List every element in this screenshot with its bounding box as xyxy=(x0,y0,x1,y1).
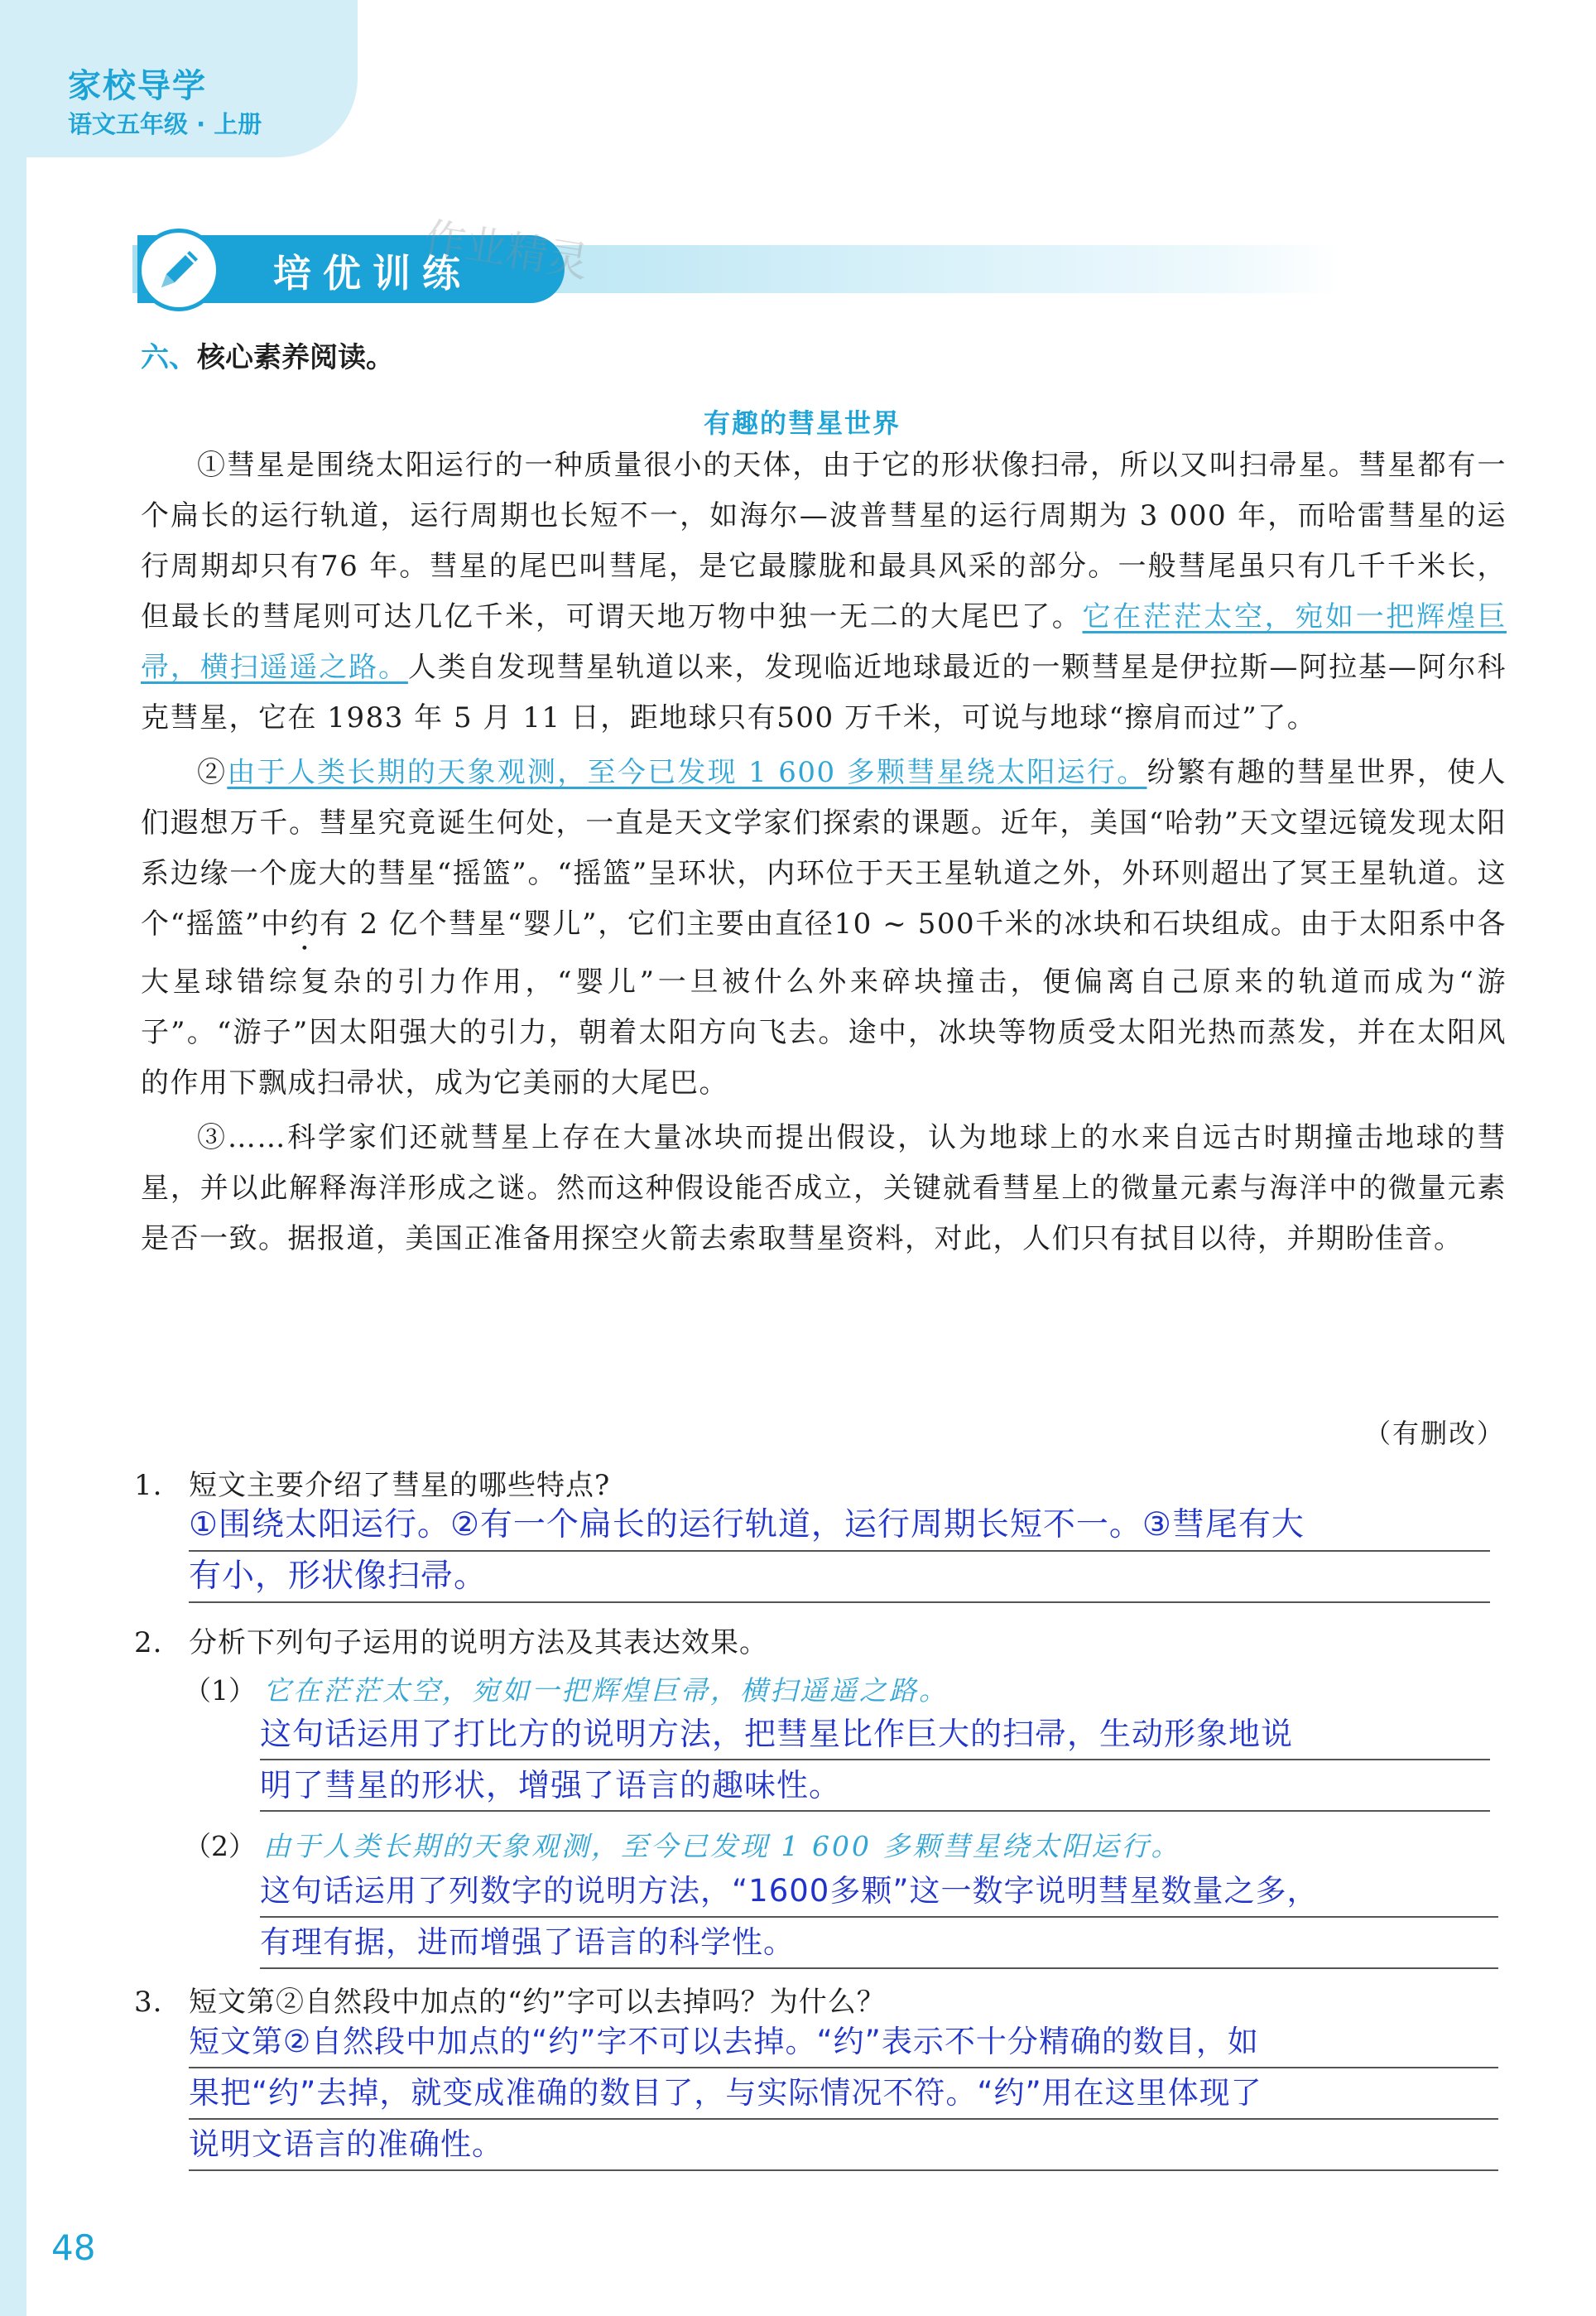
paragraph-2-number: ② xyxy=(197,756,228,789)
section-title: 培优训练 xyxy=(273,251,472,296)
dotted-char: 约 xyxy=(290,908,320,941)
question-heading-number: 六、 xyxy=(141,341,197,374)
question-1 xyxy=(134,1462,610,1503)
question-heading-text: 核心素养阅读。 xyxy=(197,341,394,374)
question-3 xyxy=(134,1979,886,2020)
question-2-1-number: （1） xyxy=(184,1674,256,1707)
answer-2-1-line-2: 明了彗星的形状，增强了语言的趣味性。 xyxy=(260,1760,1490,1812)
question-2-number: 2. xyxy=(134,1626,163,1659)
question-1-text: 短文主要介绍了彗星的哪些特点? xyxy=(189,1469,611,1502)
answer-1-line-2: 有小，形状像扫帚。 xyxy=(189,1552,1490,1603)
question-2-1 xyxy=(184,1669,949,1708)
question-heading xyxy=(141,335,394,375)
answer-1 xyxy=(189,1500,1490,1603)
question-3-number: 3. xyxy=(134,1986,163,2019)
paragraph-2 xyxy=(141,748,1507,1109)
answer-2-2-line-2: 有理有据，进而增强了语言的科学性。 xyxy=(260,1918,1498,1969)
question-2-1-quote: 它在茫茫太空，宛如一把辉煌巨帚，横扫遥遥之路。 xyxy=(263,1674,949,1707)
page-number: 48 xyxy=(51,2227,96,2268)
question-2-2 xyxy=(184,1825,1180,1864)
book-title: 家校导学 xyxy=(68,67,207,105)
answer-2-2-line-1: 这句话运用了列数字的说明方法，“1600多颗”这一数字说明彗星数量之多， xyxy=(260,1866,1498,1918)
answer-1-line-1: ①围绕太阳运行。②有一个扁长的运行轨道，运行周期长短不一。③彗尾有大 xyxy=(189,1500,1490,1552)
pencil-icon xyxy=(137,229,220,311)
answer-3-line-2: 果把“约”去掉，就变成准确的数目了，与实际情况不符。“约”用在这里体现了 xyxy=(189,2068,1498,2120)
answer-2-1 xyxy=(260,1709,1490,1812)
answer-3-line-3: 说明文语言的准确性。 xyxy=(189,2120,1498,2171)
question-2-text: 分析下列句子运用的说明方法及其表达效果。 xyxy=(189,1626,768,1659)
edit-note: （有删改） xyxy=(1364,1418,1506,1449)
paragraph-1-text: ①彗星是围绕太阳运行的一种质量很小的天体，由于它的形状像扫帚，所以又叫扫帚星。彗星都有一个扁长的运行轨道，运行周期也长短不一，如海尔—波普彗星的运行周期为 3 000 年，而哈雷彗星的运行周期却只有76 年。彗星的尾巴叫彗尾，是它最朦胧和最具风采的部分。一般彗尾虽只有几千千米长，但最长的彗尾则可达几亿千米，可谓天地万物中独一无二的大尾巴了。 xyxy=(141,449,1507,633)
paragraph-1 xyxy=(141,441,1507,744)
paragraph-2-tail: 有 2 亿个彗星“婴儿”，它们主要由直径10 ~ 500千米的冰块和石块组成。由于太阳系中各大星球错综复杂的引力作用，“婴儿”一旦被什么外来碎块撞击，便偏离自己原来的轨道而成为“游子”。“游子”因太阳强大的引力，朝着太阳方向飞去。途中，冰块等物质受太阳光热而蒸发，并在太阳风的作用下飘成扫帚状，成为它美丽的大尾巴。 xyxy=(141,908,1507,1100)
book-subtitle: 语文五年级 · 上册 xyxy=(68,110,262,138)
paragraph-1-tail: 人类自发现彗星轨道以来，发现临近地球最近的一颗彗星是伊拉斯—阿拉基—阿尔科克彗星，它在 1983 年 5 月 11 日，距地球只有500 万千米，可说与地球“擦肩而过”了。 xyxy=(141,651,1507,734)
question-2-2-number: （2） xyxy=(184,1830,256,1862)
answer-2-1-line-1: 这句话运用了打比方的说明方法，把彗星比作巨大的扫帚，生动形象地说 xyxy=(260,1709,1490,1760)
watermark: 作业精灵 xyxy=(421,213,592,287)
question-2-2-quote: 由于人类长期的天象观测，至今已发现 1 600 多颗彗星绕太阳运行。 xyxy=(263,1830,1181,1862)
article-title: 有趣的彗星世界 xyxy=(704,407,901,439)
highlighted-sentence-2: 由于人类长期的天象观测，至今已发现 1 600 多颗彗星绕太阳运行。 xyxy=(227,756,1147,789)
paragraph-2-text: 纷繁有趣的彗星世界，使人们遐想万千。彗星究竟诞生何处，一直是天文学家们探索的课题。近年，美国“哈勃”天文望远镜发现太阳系边缘一个庞大的彗星“摇篮”。“摇篮”呈环状，内环位于天王星轨道之外，外环则超出了冥王星轨道。这个“摇篮”中 xyxy=(141,756,1507,941)
article-body xyxy=(141,441,1507,1264)
answer-2-2 xyxy=(260,1866,1498,1969)
highlighted-sentence-1: 它在茫茫太空，宛如一把辉煌巨帚，横扫遥遥之路。 xyxy=(141,600,1507,684)
question-3-text: 短文第②自然段中加点的“约”字可以去掉吗？为什么？ xyxy=(189,1986,886,2019)
question-2 xyxy=(134,1620,768,1660)
answer-3 xyxy=(189,2017,1498,2171)
side-strip xyxy=(0,157,26,2316)
paragraph-3: ③……科学家们还就彗星上存在大量冰块而提出假设，认为地球上的水来自远古时期撞击地球的彗星，并以此解释海洋形成之谜。然而这种假设能否成立，关键就看彗星上的微量元素与海洋中的微量元素是否一致。据报道，美国正准备用探空火箭去索取彗星资料，对此，人们只有拭目以待，并期盼佳音。 xyxy=(141,1121,1507,1255)
question-1-number: 1. xyxy=(134,1469,163,1502)
answer-3-line-1: 短文第②自然段中加点的“约”字不可以去掉。“约”表示不十分精确的数目，如 xyxy=(189,2017,1498,2068)
